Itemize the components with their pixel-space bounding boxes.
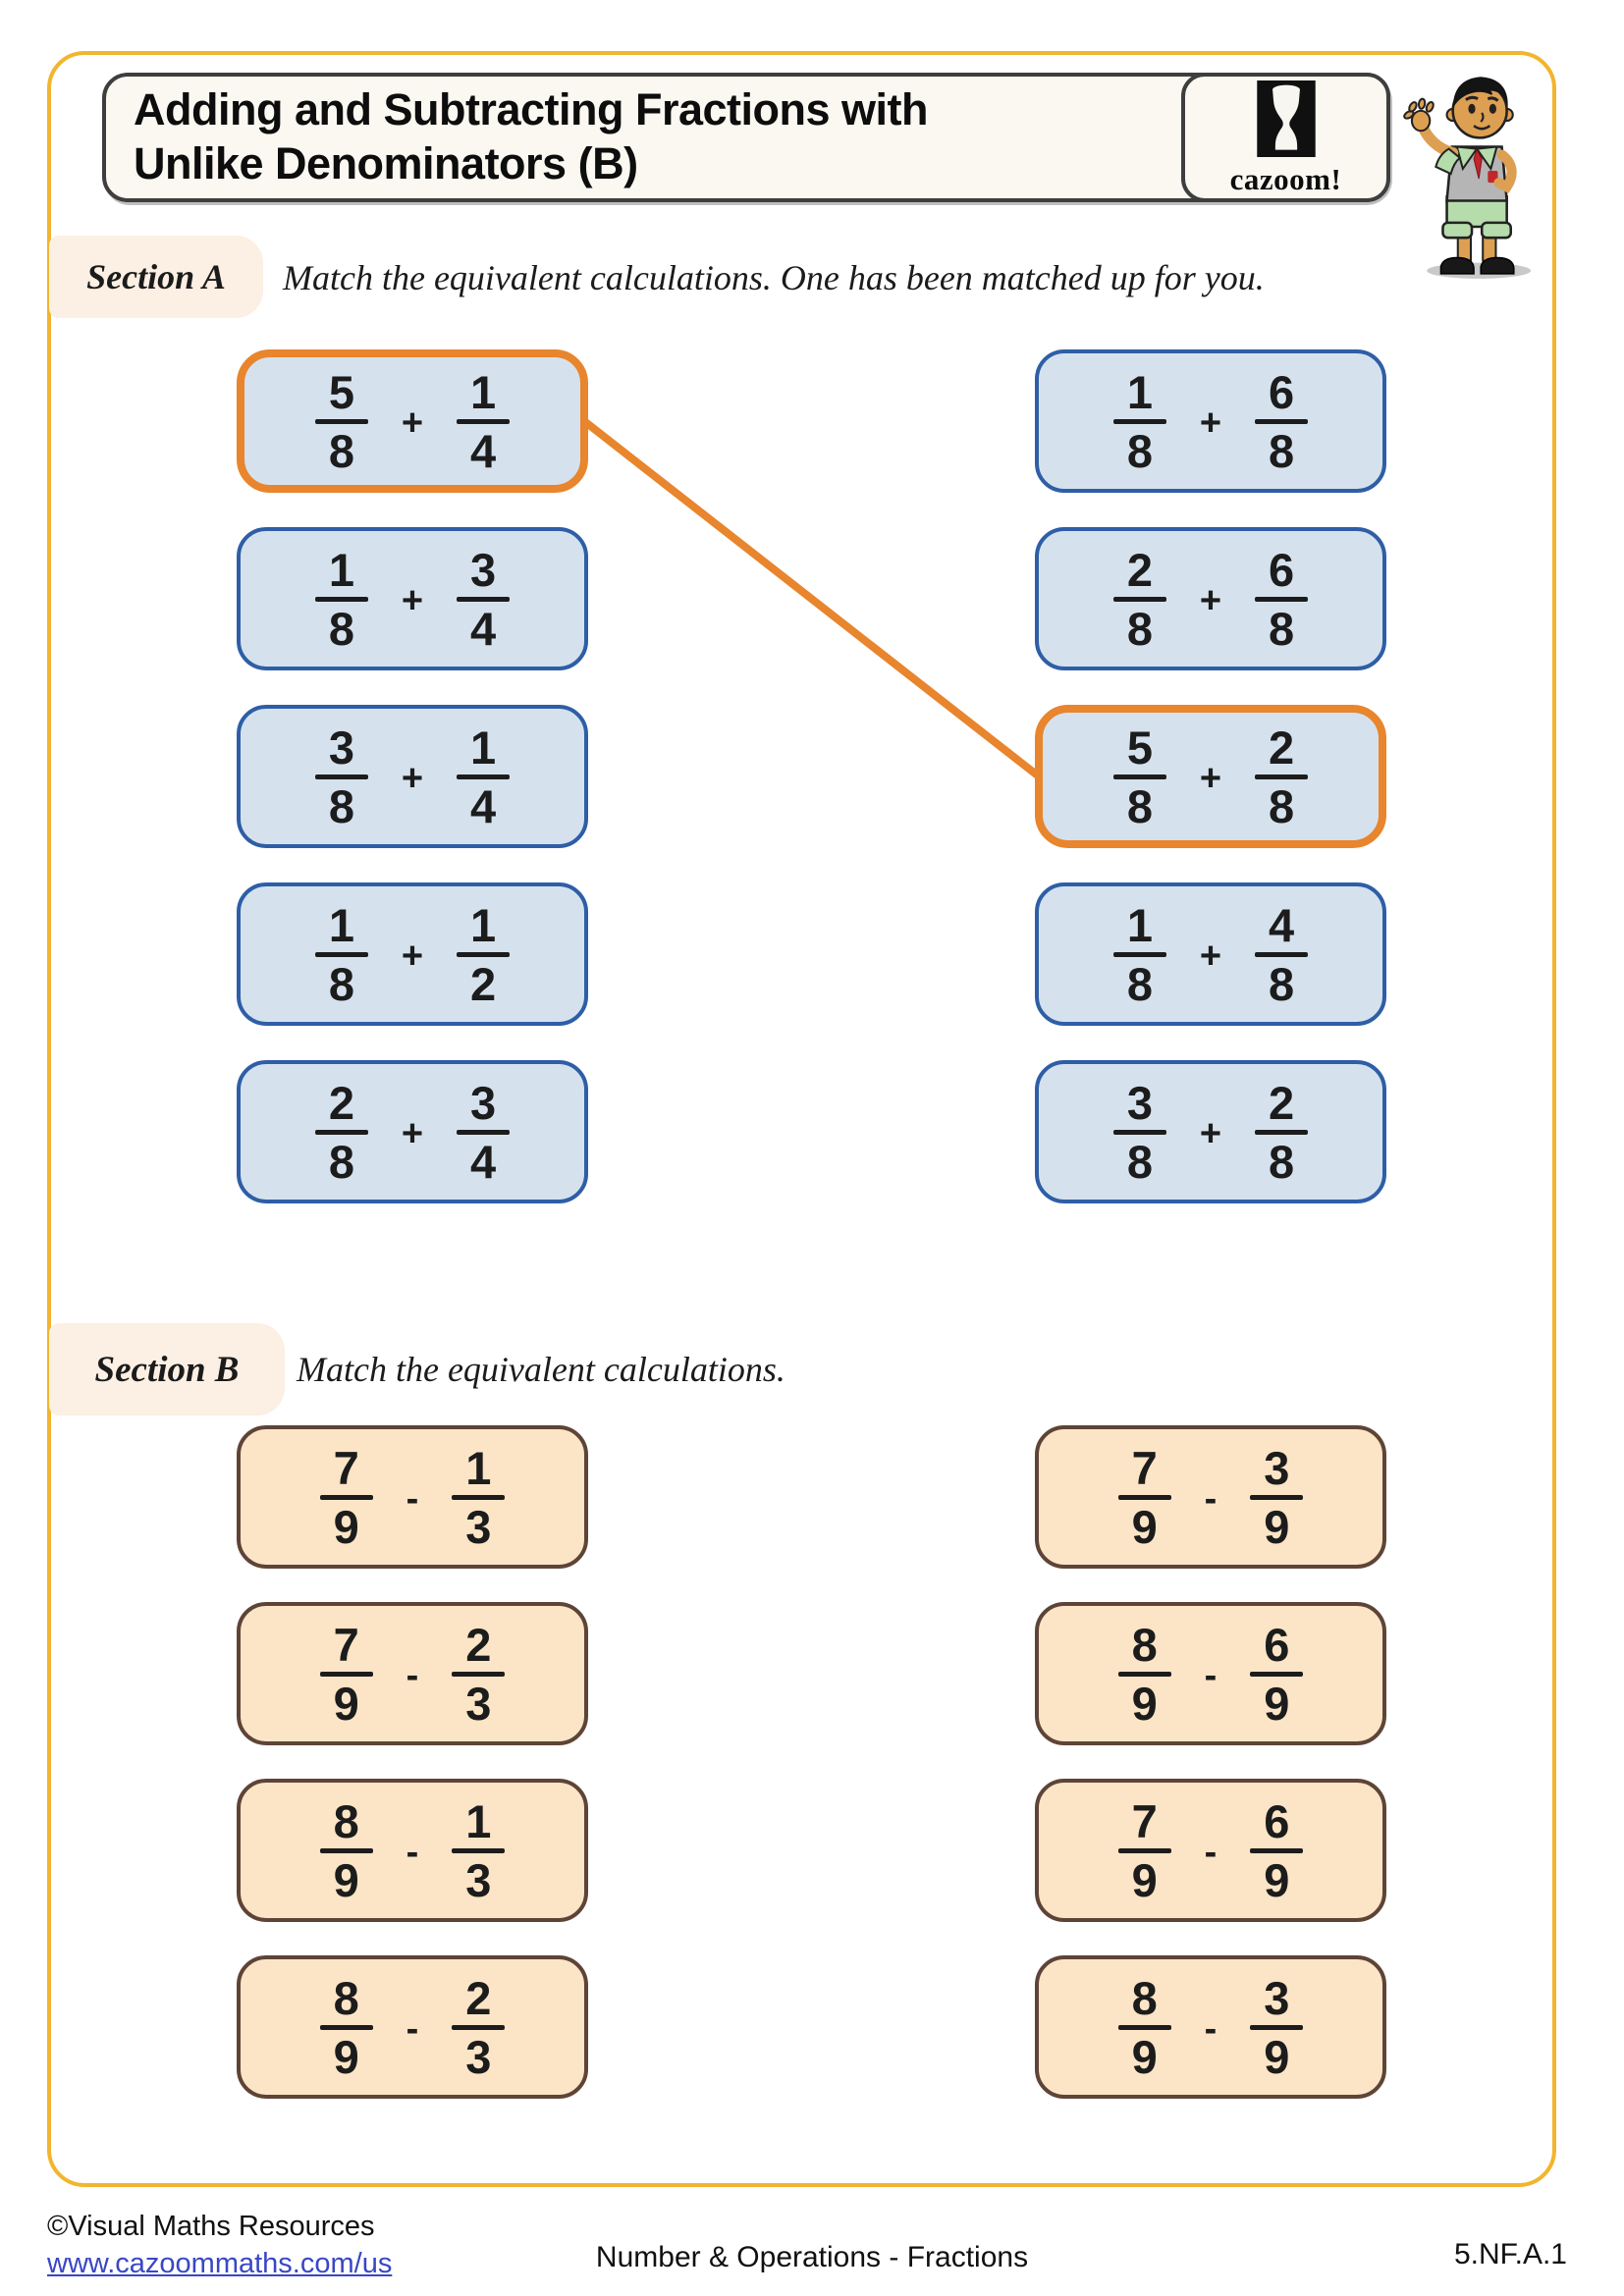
denominator: 8 — [328, 1135, 354, 1188]
fraction-first — [1113, 721, 1166, 832]
denominator: 8 — [1126, 1135, 1153, 1188]
operator: + — [1199, 757, 1222, 799]
fraction-card[interactable] — [1035, 705, 1386, 848]
fraction-first — [315, 1076, 368, 1188]
fraction-bar — [315, 774, 368, 779]
fraction-second — [1255, 365, 1308, 477]
numerator: 4 — [1269, 898, 1295, 951]
fraction-bar — [457, 774, 510, 779]
brand-logo — [1181, 73, 1390, 202]
fraction-bar — [320, 1848, 373, 1853]
denominator: 3 — [465, 2030, 492, 2083]
fraction-second — [457, 1076, 510, 1188]
denominator: 9 — [333, 2030, 359, 2083]
fraction-second — [1250, 1971, 1303, 2083]
fraction-first — [1113, 1076, 1166, 1188]
operator: - — [1204, 1831, 1218, 1873]
denominator: 9 — [1264, 1677, 1290, 1730]
numerator: 1 — [470, 898, 497, 951]
denominator: 9 — [333, 1853, 359, 1906]
fraction-card[interactable] — [1035, 349, 1386, 493]
numerator: 3 — [328, 721, 354, 774]
fraction-second — [452, 1441, 505, 1553]
operator: - — [406, 1654, 419, 1696]
fraction-bar — [1118, 1672, 1171, 1677]
denominator: 8 — [1269, 779, 1295, 832]
numerator: 7 — [333, 1441, 359, 1494]
fraction-second — [452, 1794, 505, 1906]
fraction-bar — [452, 1495, 505, 1500]
denominator: 8 — [1269, 424, 1295, 477]
numerator: 1 — [1126, 365, 1153, 418]
fraction-card[interactable] — [1035, 1779, 1386, 1922]
denominator: 3 — [465, 1677, 492, 1730]
numerator: 1 — [328, 543, 354, 596]
fraction-first — [1113, 898, 1166, 1010]
schoolboy-mascot — [1394, 63, 1547, 283]
numerator: 7 — [1131, 1441, 1158, 1494]
numerator: 2 — [465, 1618, 492, 1671]
fraction-bar — [315, 597, 368, 602]
numerator: 5 — [1126, 721, 1153, 774]
operator: - — [1204, 1477, 1218, 1520]
fraction-bar — [457, 597, 510, 602]
numerator: 1 — [465, 1794, 492, 1847]
denominator: 4 — [470, 1135, 497, 1188]
operator: + — [1199, 401, 1222, 444]
section-a-instruction: Match the equivalent calculations. One has been matched up for you. — [283, 258, 1265, 297]
operator: - — [1204, 2007, 1218, 2050]
fraction-first — [315, 721, 368, 832]
denominator: 4 — [470, 602, 497, 655]
denominator: 9 — [1264, 2030, 1290, 2083]
numerator: 5 — [328, 365, 354, 418]
denominator: 8 — [1269, 602, 1295, 655]
title-line-1: Adding and Subtracting Fractions with — [134, 84, 928, 135]
numerator: 3 — [470, 543, 497, 596]
denominator: 8 — [328, 424, 354, 477]
fraction-card[interactable] — [237, 882, 588, 1026]
section-b-label — [49, 1323, 285, 1415]
numerator: 8 — [333, 1794, 359, 1847]
denominator: 9 — [1264, 1853, 1290, 1906]
fraction-second — [452, 1971, 505, 2083]
fraction-first — [320, 1618, 373, 1730]
title-line-2: Unlike Denominators (B) — [134, 138, 638, 188]
boy-cartoon-icon — [1394, 63, 1547, 283]
fraction-second — [1255, 1076, 1308, 1188]
operator: + — [401, 401, 424, 444]
fraction-second — [457, 898, 510, 1010]
operator: - — [406, 1831, 419, 1873]
denominator: 8 — [1269, 957, 1295, 1010]
operator: + — [1199, 1112, 1222, 1154]
footer-link[interactable]: www.cazoommaths.com/us — [47, 2248, 393, 2279]
section-b-instruction: Match the equivalent calculations. — [297, 1350, 785, 1389]
fraction-first — [1113, 365, 1166, 477]
fraction-second — [457, 543, 510, 655]
denominator: 9 — [333, 1677, 359, 1730]
denominator: 3 — [465, 1853, 492, 1906]
numerator: 1 — [1126, 898, 1153, 951]
fraction-bar — [315, 419, 368, 424]
denominator: 9 — [333, 1500, 359, 1553]
fraction-bar — [315, 952, 368, 957]
fraction-first — [1118, 1794, 1171, 1906]
denominator: 8 — [1126, 602, 1153, 655]
fraction-bar — [1250, 1495, 1303, 1500]
fraction-bar — [1118, 1495, 1171, 1500]
fraction-first — [1118, 1971, 1171, 2083]
denominator: 9 — [1131, 1500, 1158, 1553]
numerator: 7 — [1131, 1794, 1158, 1847]
fraction-bar — [1255, 597, 1308, 602]
denominator: 3 — [465, 1500, 492, 1553]
fraction-second — [1250, 1794, 1303, 1906]
section-a-label — [49, 236, 263, 318]
numerator: 1 — [465, 1441, 492, 1494]
fraction-card[interactable] — [237, 1779, 588, 1922]
fraction-bar — [1255, 774, 1308, 779]
operator: + — [1199, 579, 1222, 621]
numerator: 2 — [1269, 721, 1295, 774]
section-a-label-text: Section A — [86, 257, 226, 296]
section-b-left-column — [237, 1425, 588, 2099]
numerator: 6 — [1269, 543, 1295, 596]
page-title — [106, 83, 928, 191]
fraction-bar — [452, 2025, 505, 2030]
denominator: 4 — [470, 779, 497, 832]
fraction-second — [452, 1618, 505, 1730]
fraction-bar — [315, 1130, 368, 1135]
operator: - — [1204, 1654, 1218, 1696]
denominator: 8 — [1126, 779, 1153, 832]
fraction-card[interactable] — [237, 527, 588, 670]
denominator: 8 — [328, 779, 354, 832]
fraction-second — [457, 721, 510, 832]
operator: + — [401, 1112, 424, 1154]
fraction-second — [457, 365, 510, 477]
fraction-card[interactable] — [237, 1955, 588, 2099]
fraction-second — [1255, 721, 1308, 832]
fraction-card[interactable] — [237, 349, 588, 493]
fraction-card[interactable] — [237, 1425, 588, 1569]
footer-copyright: ©Visual Maths Resources — [47, 2211, 375, 2242]
numerator: 6 — [1264, 1618, 1290, 1671]
operator: - — [406, 1477, 419, 1520]
denominator: 8 — [1126, 957, 1153, 1010]
fraction-bar — [1250, 1672, 1303, 1677]
fraction-card[interactable] — [1035, 1060, 1386, 1203]
fraction-bar — [1255, 952, 1308, 957]
fraction-second — [1250, 1618, 1303, 1730]
fraction-card[interactable] — [1035, 1602, 1386, 1745]
operator: + — [401, 757, 424, 799]
numerator: 3 — [1264, 1971, 1290, 2024]
fraction-first — [315, 543, 368, 655]
fraction-bar — [452, 1672, 505, 1677]
fraction-second — [1255, 898, 1308, 1010]
fraction-bar — [457, 952, 510, 957]
fraction-bar — [1113, 419, 1166, 424]
fraction-first — [320, 1971, 373, 2083]
fraction-second — [1250, 1441, 1303, 1553]
fraction-first — [1118, 1441, 1171, 1553]
fraction-bar — [1255, 1130, 1308, 1135]
fraction-bar — [320, 1672, 373, 1677]
numerator: 2 — [1269, 1076, 1295, 1129]
fraction-card[interactable] — [1035, 1955, 1386, 2099]
fraction-bar — [320, 1495, 373, 1500]
fraction-bar — [1118, 1848, 1171, 1853]
fraction-bar — [320, 2025, 373, 2030]
fraction-card[interactable] — [237, 1602, 588, 1745]
denominator: 9 — [1131, 1677, 1158, 1730]
numerator: 8 — [333, 1971, 359, 2024]
numerator: 1 — [470, 365, 497, 418]
fraction-bar — [1250, 1848, 1303, 1853]
numerator: 3 — [1126, 1076, 1153, 1129]
numerator: 2 — [328, 1076, 354, 1129]
fraction-bar — [1250, 2025, 1303, 2030]
denominator: 2 — [470, 957, 497, 1010]
fraction-second — [1255, 543, 1308, 655]
numerator: 1 — [328, 898, 354, 951]
fraction-bar — [1113, 952, 1166, 957]
operator: + — [401, 934, 424, 977]
fraction-bar — [1255, 419, 1308, 424]
denominator: 8 — [328, 602, 354, 655]
brand-name: cazoom! — [1229, 162, 1342, 196]
numerator: 3 — [470, 1076, 497, 1129]
fraction-card[interactable] — [1035, 1425, 1386, 1569]
fraction-bar — [452, 1848, 505, 1853]
fraction-card[interactable] — [1035, 882, 1386, 1026]
fraction-bar — [1118, 2025, 1171, 2030]
denominator: 9 — [1131, 2030, 1158, 2083]
denominator: 9 — [1264, 1500, 1290, 1553]
operator: + — [401, 579, 424, 621]
numerator: 8 — [1131, 1971, 1158, 2024]
fraction-bar — [457, 419, 510, 424]
fraction-first — [320, 1794, 373, 1906]
fraction-card[interactable] — [237, 705, 588, 848]
fraction-bar — [1113, 774, 1166, 779]
numerator: 8 — [1131, 1618, 1158, 1671]
section-a-left-column — [237, 349, 588, 1203]
numerator: 2 — [465, 1971, 492, 2024]
numerator: 3 — [1264, 1441, 1290, 1494]
fraction-bar — [1113, 597, 1166, 602]
footer-standard-code: 5.NF.A.1 — [1453, 2238, 1567, 2270]
numerator: 6 — [1269, 365, 1295, 418]
fraction-card[interactable] — [1035, 527, 1386, 670]
fraction-first — [1113, 543, 1166, 655]
operator: + — [1199, 934, 1222, 977]
numerator: 2 — [1126, 543, 1153, 596]
fraction-card[interactable] — [237, 1060, 588, 1203]
operator: - — [406, 2007, 419, 2050]
numerator: 1 — [470, 721, 497, 774]
fraction-bar — [1113, 1130, 1166, 1135]
hourglass-icon — [1256, 80, 1317, 162]
denominator: 8 — [328, 957, 354, 1010]
fraction-first — [315, 365, 368, 477]
denominator: 8 — [1269, 1135, 1295, 1188]
footer-topic: Number & Operations - Fractions — [595, 2241, 1029, 2273]
denominator: 9 — [1131, 1853, 1158, 1906]
denominator: 8 — [1126, 424, 1153, 477]
fraction-first — [320, 1441, 373, 1553]
section-b-right-column — [1035, 1425, 1386, 2099]
numerator: 6 — [1264, 1794, 1290, 1847]
fraction-first — [1118, 1618, 1171, 1730]
numerator: 7 — [333, 1618, 359, 1671]
fraction-first — [315, 898, 368, 1010]
denominator: 4 — [470, 424, 497, 477]
section-a-right-column — [1035, 349, 1386, 1203]
fraction-bar — [457, 1130, 510, 1135]
section-b-label-text: Section B — [94, 1349, 240, 1390]
